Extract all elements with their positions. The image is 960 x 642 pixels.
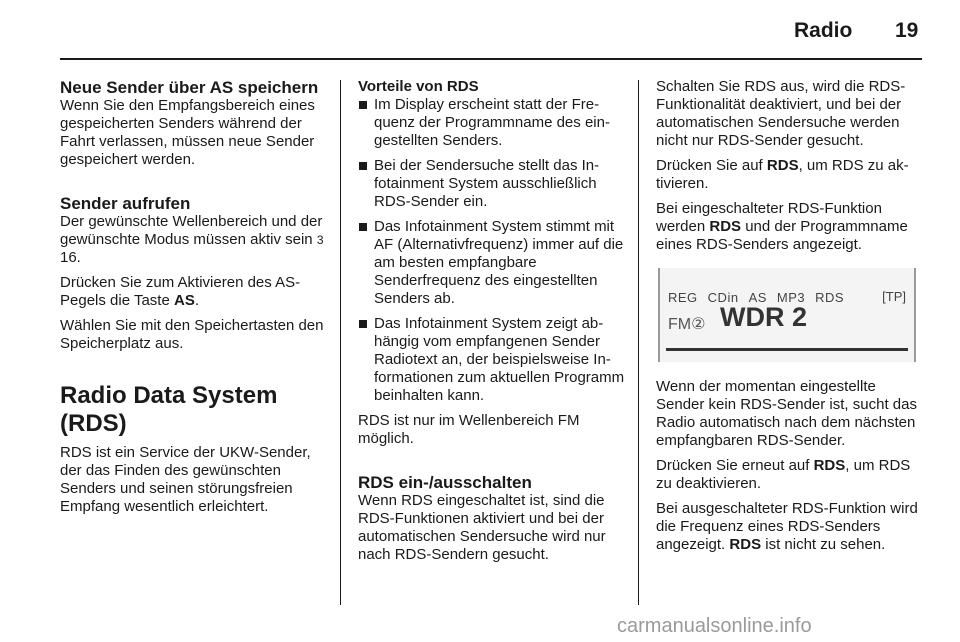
display-underline xyxy=(666,348,908,351)
header-title: Radio xyxy=(794,19,853,42)
list-item: Das Infotainment System stimmt mit AF (Alternativfrequenz) immer auf die am besten empfangbare Senderfrequenz des eingestellten Senders ab. xyxy=(358,218,628,308)
paragraph-rds-display: Bei eingeschalteter RDS-Funktion werden RDS und der Programmname eines RDS-Senders angezeigt. xyxy=(656,200,908,253)
bullet-square-icon xyxy=(359,162,367,170)
advantages-list xyxy=(358,96,628,405)
display-station-name: WDR 2 xyxy=(720,302,807,332)
radio-display-illustration xyxy=(658,268,916,362)
list-item: Bei der Sendersuche stellt das Infotainment System ausschließlich RDS-Sender ein. xyxy=(358,157,628,211)
page-number: 19 xyxy=(895,19,919,42)
indicator-rds: RDS xyxy=(815,290,845,305)
list-item: Im Display erscheint statt der Frequenz der Programmname des eingestellten Senders. xyxy=(358,96,628,150)
paragraph-rds-service: RDS ist ein Service der UKW-Sender, der das Finden des gewünschten Senders und seinen störungsfreien Empfang wesentlich erleichtert. xyxy=(60,444,311,515)
page-ref-link[interactable]: 16. xyxy=(60,249,81,266)
paragraph-speichertasten: Wählen Sie mit den Speichertasten den Speicherplatz aus. xyxy=(60,317,324,352)
indicator-tp: [TP] xyxy=(882,289,906,304)
heading-sender-aufrufen: Sender aufrufen xyxy=(60,194,191,213)
indicator-reg: REG xyxy=(668,290,698,305)
header-rule xyxy=(60,58,922,60)
bullet-square-icon xyxy=(359,101,367,109)
bullet-square-icon xyxy=(359,223,367,231)
as-key-label: AS xyxy=(173,292,195,309)
paragraph-fm-only: RDS ist nur im Wellenbereich FM möglich. xyxy=(358,412,580,447)
heading-rds-ein-aus: RDS ein-/ausschalten xyxy=(358,473,532,492)
indicator-mp3: MP3 xyxy=(776,290,806,305)
column-divider-1 xyxy=(340,80,341,605)
column-1 xyxy=(60,78,330,523)
rds-key-label-2: RDS xyxy=(813,457,846,474)
heading-neue-sender: Neue Sender über AS speichern xyxy=(60,78,319,97)
indicator-as: AS xyxy=(748,290,767,305)
display-band: FM② xyxy=(668,316,706,333)
rds-key-label: RDS xyxy=(766,157,799,174)
paragraph-no-rds-sender: Wenn der momentan eingestellte Sender kein RDS-Sender ist, sucht das Radio automatisch nach dem nächsten empfangbaren RDS-Sender. xyxy=(656,378,917,449)
bullet-square-icon xyxy=(359,320,367,328)
paragraph-as-pegel: Drücken Sie zum Aktivieren des AS-Pegels die Taste AS. xyxy=(60,274,301,309)
column-3 xyxy=(656,78,924,561)
rds-indicator-label-2: RDS xyxy=(729,536,762,553)
indicator-cdin: CDin xyxy=(707,290,739,305)
column-2 xyxy=(358,78,628,571)
section-title-rds: Radio Data System (RDS) xyxy=(60,382,278,437)
page-header xyxy=(0,0,960,62)
paragraph-rds-deactivate: Drücken Sie erneut auf RDS, um RDS zu deaktivieren. xyxy=(656,457,911,492)
paragraph-empfangsbereich: Wenn Sie den Empfangsbereich eines gespeicherten Senders während der Fahrt verlassen, müssen neue Sender gespeichert werden. xyxy=(60,97,315,168)
paragraph-wellenbereich: Der gewünschte Wellenbereich und der gewünschte Modus müssen aktiv sein 3 16. xyxy=(60,213,330,267)
watermark: carmanualsonline.info xyxy=(617,615,812,637)
paragraph-rds-off: Schalten Sie RDS aus, wird die RDS-Funktionalität deaktiviert, und bei der automatischen Sendersuche werden nicht nur RDS-Sender gesucht. xyxy=(656,78,906,149)
column-divider-2 xyxy=(638,80,639,605)
heading-vorteile-rds: Vorteile von RDS xyxy=(358,78,479,95)
paragraph-rds-on: Wenn RDS eingeschaltet ist, sind die RDS-Funktionen aktiviert und bei der automatischen Sendersuche wird nur nach RDS-Sendern gesucht. xyxy=(358,492,606,563)
paragraph-rds-activate: Drücken Sie auf RDS, um RDS zu aktivieren. xyxy=(656,157,909,192)
list-item: Das Infotainment System zeigt abhängig vom empfangenen Sender Radiotext an, der beispielsweise Informationen zum aktuellen Programm beinhalten kann. xyxy=(358,315,628,405)
rds-indicator-label: RDS xyxy=(709,218,742,235)
page-ref-icon: 3 xyxy=(316,233,324,247)
paragraph-rds-off-display: Bei ausgeschalteter RDS-Funktion wird die Frequenz eines RDS-Senders angezeigt. RDS ist nicht zu sehen. xyxy=(656,500,918,553)
